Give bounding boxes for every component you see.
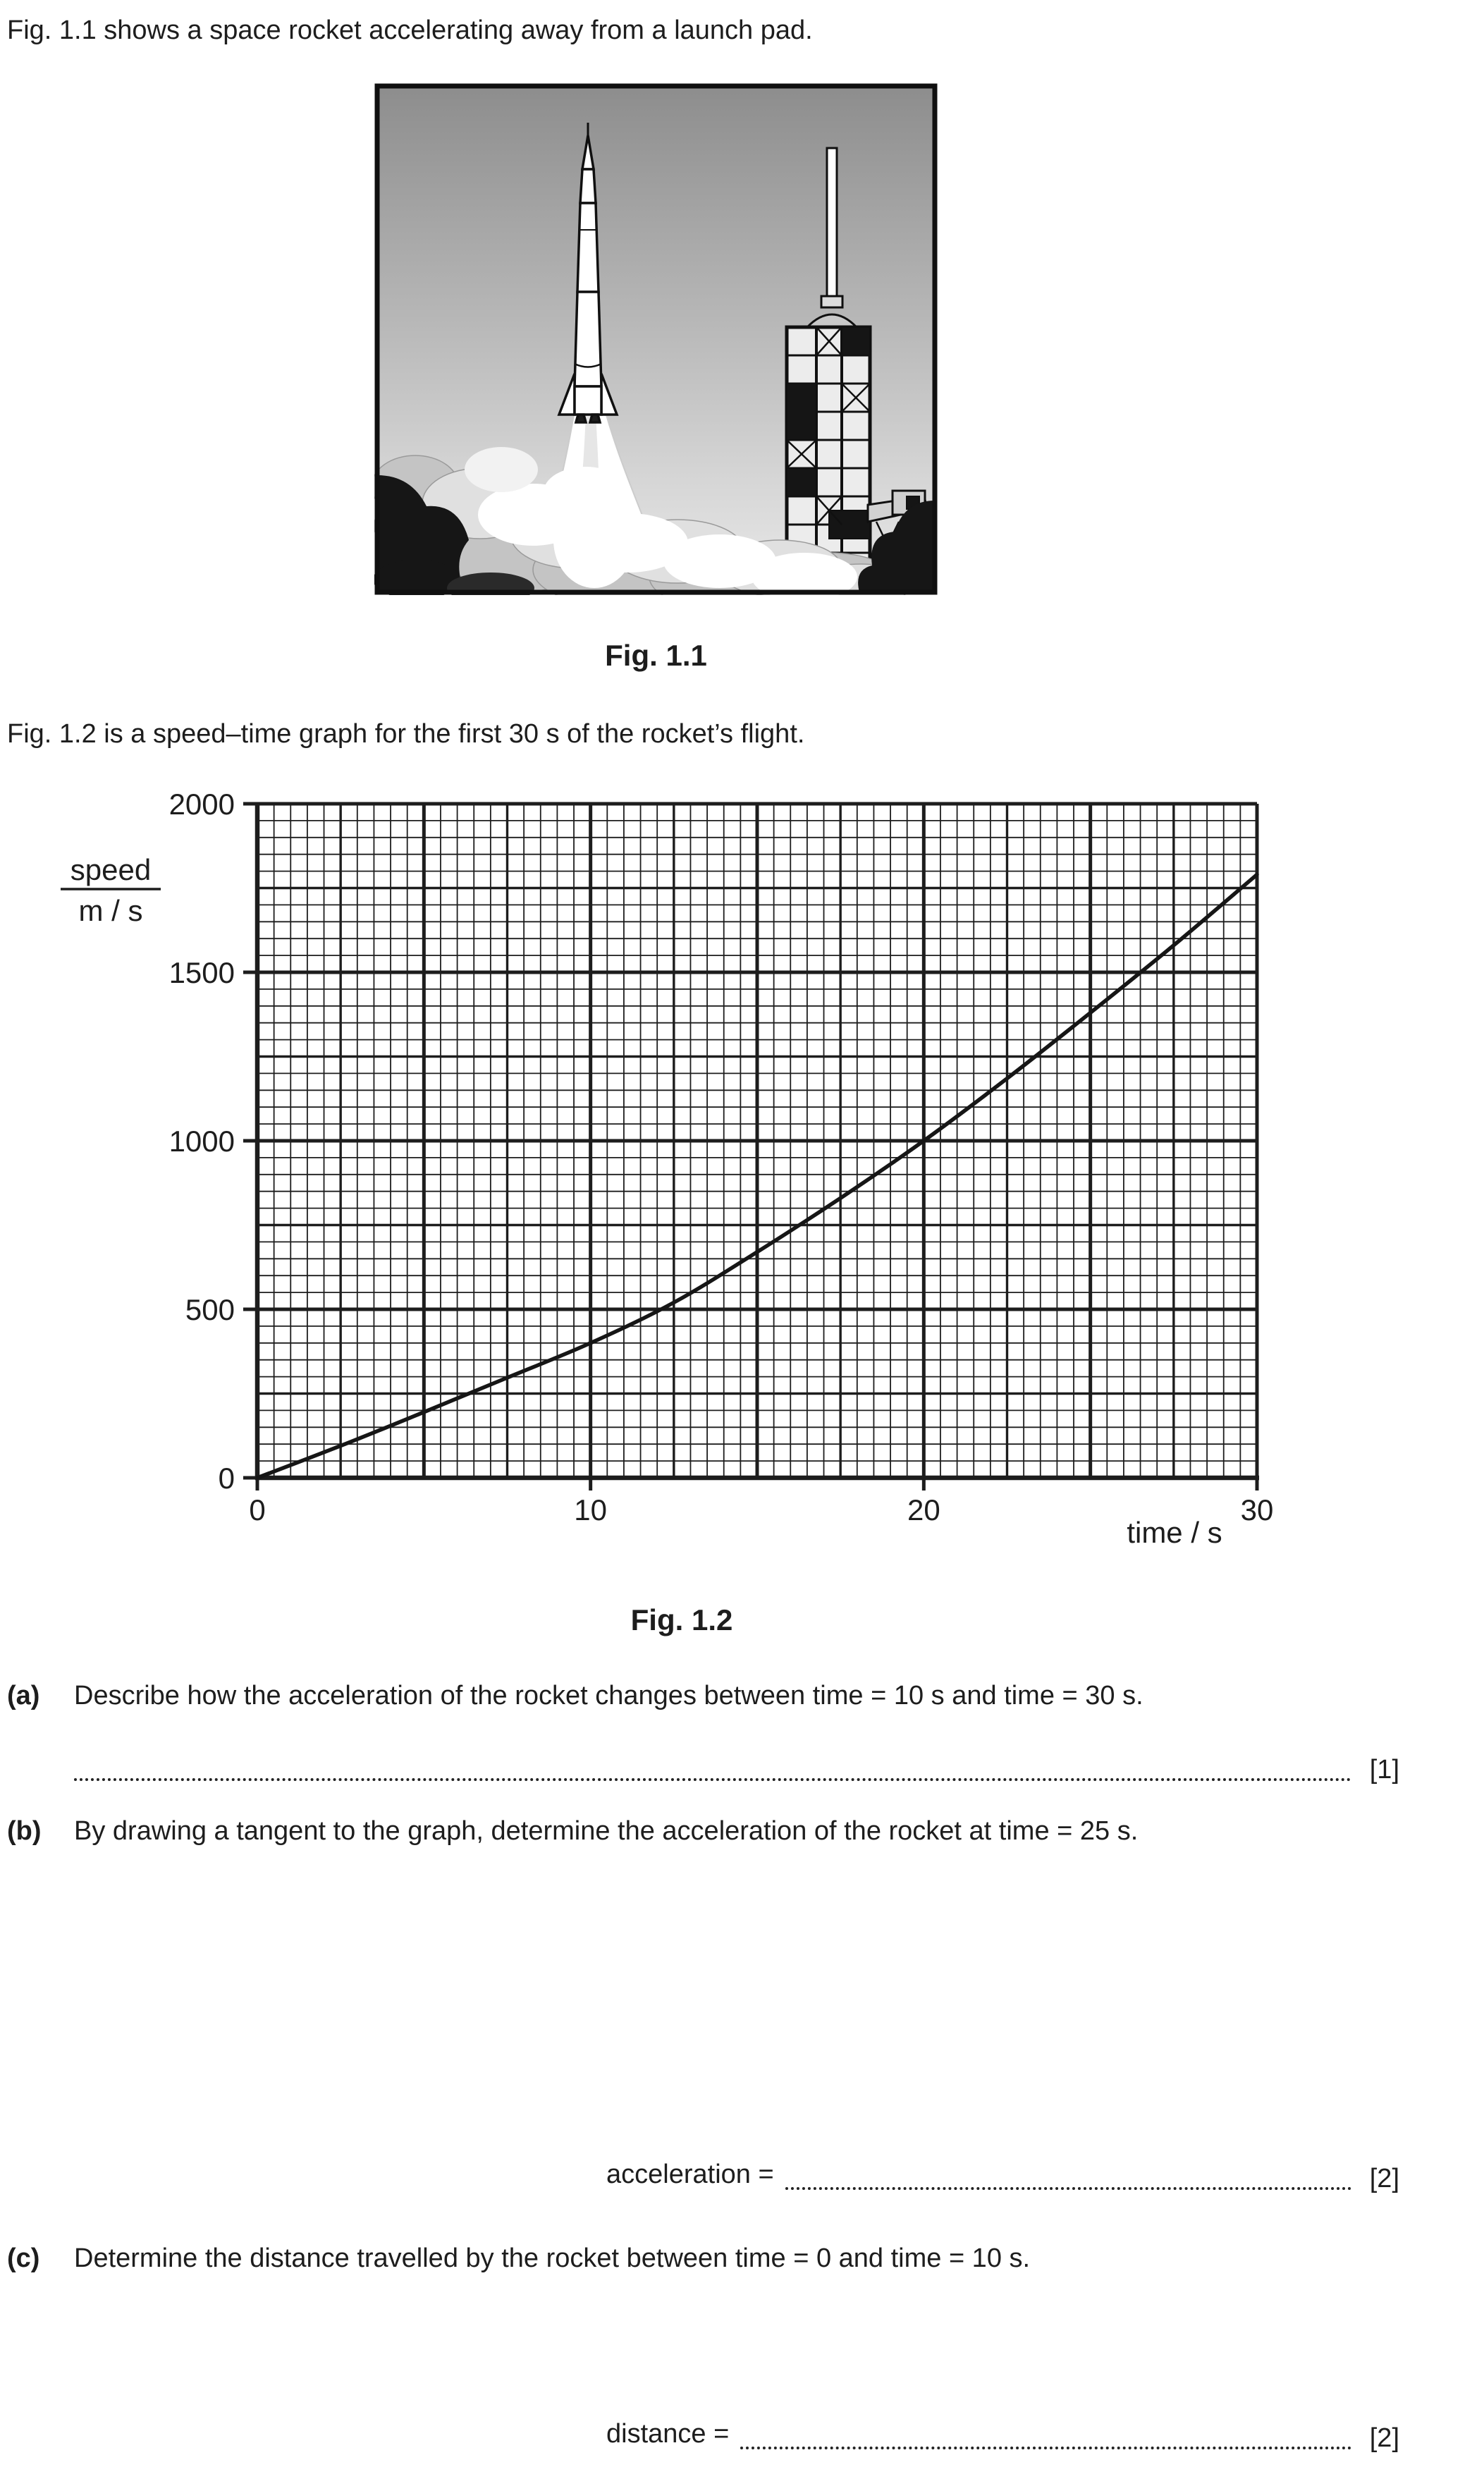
- fig-1-1-caption: Fig. 1.1: [605, 639, 707, 672]
- x-axis-title: time / s: [1127, 1516, 1222, 1549]
- intro-fig12-text: Fig. 1.2 is a speed–time graph for the first 30 s of the rocket’s flight.: [7, 719, 805, 749]
- question-b-answer-row: [606, 2159, 1399, 2193]
- distance-answer-label: distance =: [606, 2419, 730, 2449]
- question-a-number: (a): [7, 1681, 40, 1710]
- y-tick-label: 0: [218, 1462, 235, 1495]
- question-c-text: Determine the distance travelled by the rocket between time = 0 and time = 10 s.: [74, 2244, 1031, 2273]
- y-tick-label: 2000: [168, 790, 235, 821]
- answer-dotted-line: [740, 2416, 1351, 2449]
- x-tick-label: 0: [249, 1493, 266, 1526]
- question-a-answer-row: [74, 1750, 1399, 1785]
- speed-time-graph: [0, 790, 1484, 1558]
- rocket-base: [575, 386, 601, 415]
- answer-dotted-line: [74, 1747, 1351, 1781]
- tower-mast: [827, 148, 837, 298]
- question-c-number: (c): [7, 2244, 40, 2273]
- x-tick-label: 20: [907, 1493, 940, 1526]
- question-a-text: Describe how the acceleration of the rocket changes between time = 10 s and time = 30 s.: [74, 1681, 1143, 1710]
- question-c-answer-row: [606, 2418, 1399, 2453]
- y-axis-title-numerator: speed: [70, 853, 152, 886]
- question-a-marks: [1]: [1369, 1755, 1399, 1785]
- question-c-marks: [2]: [1369, 2423, 1399, 2453]
- x-tick-label: 10: [574, 1493, 608, 1526]
- question-b-text: By drawing a tangent to the graph, determine the acceleration of the rocket at time = 25 s.: [74, 1816, 1139, 1846]
- question-b-number: (b): [7, 1816, 42, 1846]
- answer-dotted-line: [785, 2156, 1351, 2190]
- rocket-upper-stage: [580, 169, 596, 203]
- acceleration-answer-label: acceleration =: [606, 2160, 774, 2189]
- question-b-marks: [2]: [1369, 2164, 1399, 2193]
- x-tick-label: 30: [1240, 1493, 1274, 1526]
- y-axis-title-denominator: m / s: [78, 894, 143, 927]
- y-tick-label: 1500: [168, 956, 235, 989]
- rocket-nozzle: [590, 415, 600, 422]
- rocket-mid-stage: [577, 203, 599, 292]
- y-tick-label: 1000: [168, 1125, 235, 1158]
- fig-1-2-caption: Fig. 1.2: [630, 1603, 733, 1636]
- intro-fig11-text: Fig. 1.1 shows a space rocket accelerating away from a launch pad.: [7, 16, 813, 45]
- rocket-launch-illustration: [374, 83, 938, 595]
- rocket-main-body: [575, 292, 601, 386]
- rocket-nozzle: [576, 415, 586, 422]
- y-tick-label: 500: [185, 1293, 235, 1326]
